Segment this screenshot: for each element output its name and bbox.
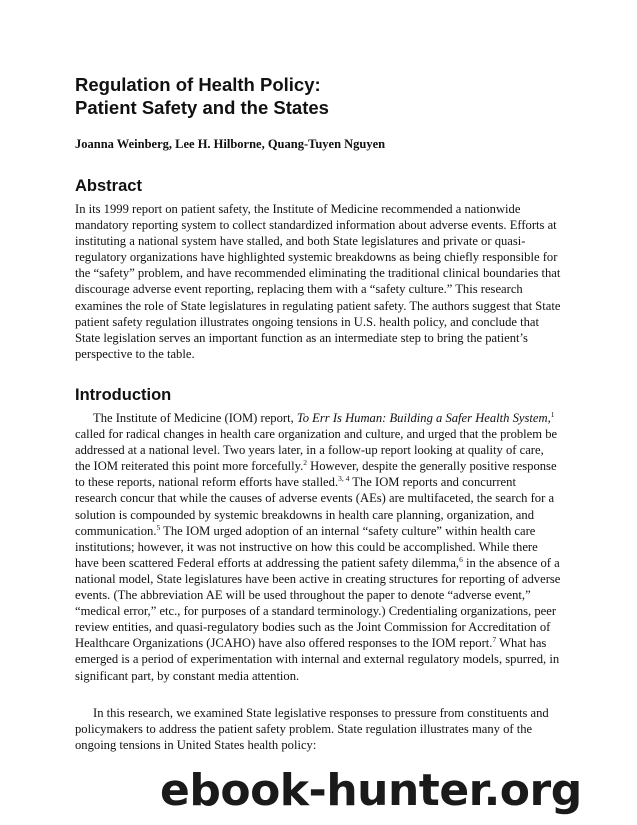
author-list: Joanna Weinberg, Lee H. Hilborne, Quang-Tuyen Nguyen (75, 137, 386, 151)
introduction-paragraph-2: In this research, we examined State legislative responses to pressure from constituents and policymakers to address the patient safety problem. State regulation illustrates many of the ongoing tensions in United States health policy: (75, 706, 549, 753)
watermark: ebook-hunter.org (160, 765, 582, 816)
title-line-1: Regulation of Health Policy: (75, 74, 321, 95)
footnote-ref: 5 (156, 522, 161, 532)
title-line-2: Patient Safety and the States (75, 97, 329, 118)
footnote-ref: 3, 4 (338, 474, 350, 484)
abstract-heading: Abstract (75, 177, 142, 195)
paper-title (75, 73, 329, 119)
footnote-ref: 2 (303, 458, 307, 468)
footnote-ref: 1 (550, 410, 555, 419)
abstract-text: In its 1999 report on patient safety, the Institute of Medicine recommended a nationwide mandatory reporting system to collect standardized information about adverse events. Efforts at instituting a national system have stalled, and both State legislatures and private or quasi-regulatory organizations have highlighted systemic breakdowns as being chiefly responsible for the “safety” problem, and have recommended eliminating the traditional clinical boundaries that discourage adverse event reporting, replacing them with a “safety culture.” This research examines the role of State legislatures in regulating patient safety. The authors suggest that State patient safety regulation illustrates ongoing tensions in U.S. health policy, and conclude that State legislation serves an important function as an intermediate step to bring the patient’s perspective to the table. (75, 202, 561, 361)
introduction-paragraph-1: The Institute of Medicine (IOM) report, To Err Is Human: Building a Safer Health System,$^1$ called for radical changes in health care organization and culture, and urged that the problem be addressed at a national level. Two years later, in a follow-up report looking at quality of care, the IOM reiterated this point more forcefully.$^2$ However, despite the generally positive response to these reports, national reform efforts have stalled.$^{3, 4}$ The IOM reports and concurrent research concur that while the causes of adverse events (AEs) are multifaceted, the search for a solution is compounded by systemic breakdowns in health care planning, organization, and communication.$^5$ The IOM urged adoption of an internal “safety culture” within health care institutions; however, it was not instructive on how this could be accomplished. While there have been scattered Federal efforts at addressing the patient safety dilemma,$^6$ in the absence of a national model, State legislatures have been active in creating structures for reporting of adverse events. (The abbreviation AE will be used throughout the paper to denote “adverse event,” “medical error,” etc., for purposes of a standard terminology.) Credentialing organizations, peer review entities, and quasi-regulatory bodies such as the Joint Commission for Accreditation of Healthcare Organizations (JCAHO) have also offered responses to the IOM report.$^7$ What has emerged is a period of experimentation with internal and external regulatory models, spurred, in significant part, by constant media attention. (75, 410, 561, 683)
introduction-heading: Introduction (75, 386, 172, 404)
cited-report-title: To Err Is Human: Building a Safer Health System, (296, 411, 551, 425)
footnote-ref: 7 (492, 635, 497, 645)
footnote-ref: 6 (459, 554, 463, 564)
